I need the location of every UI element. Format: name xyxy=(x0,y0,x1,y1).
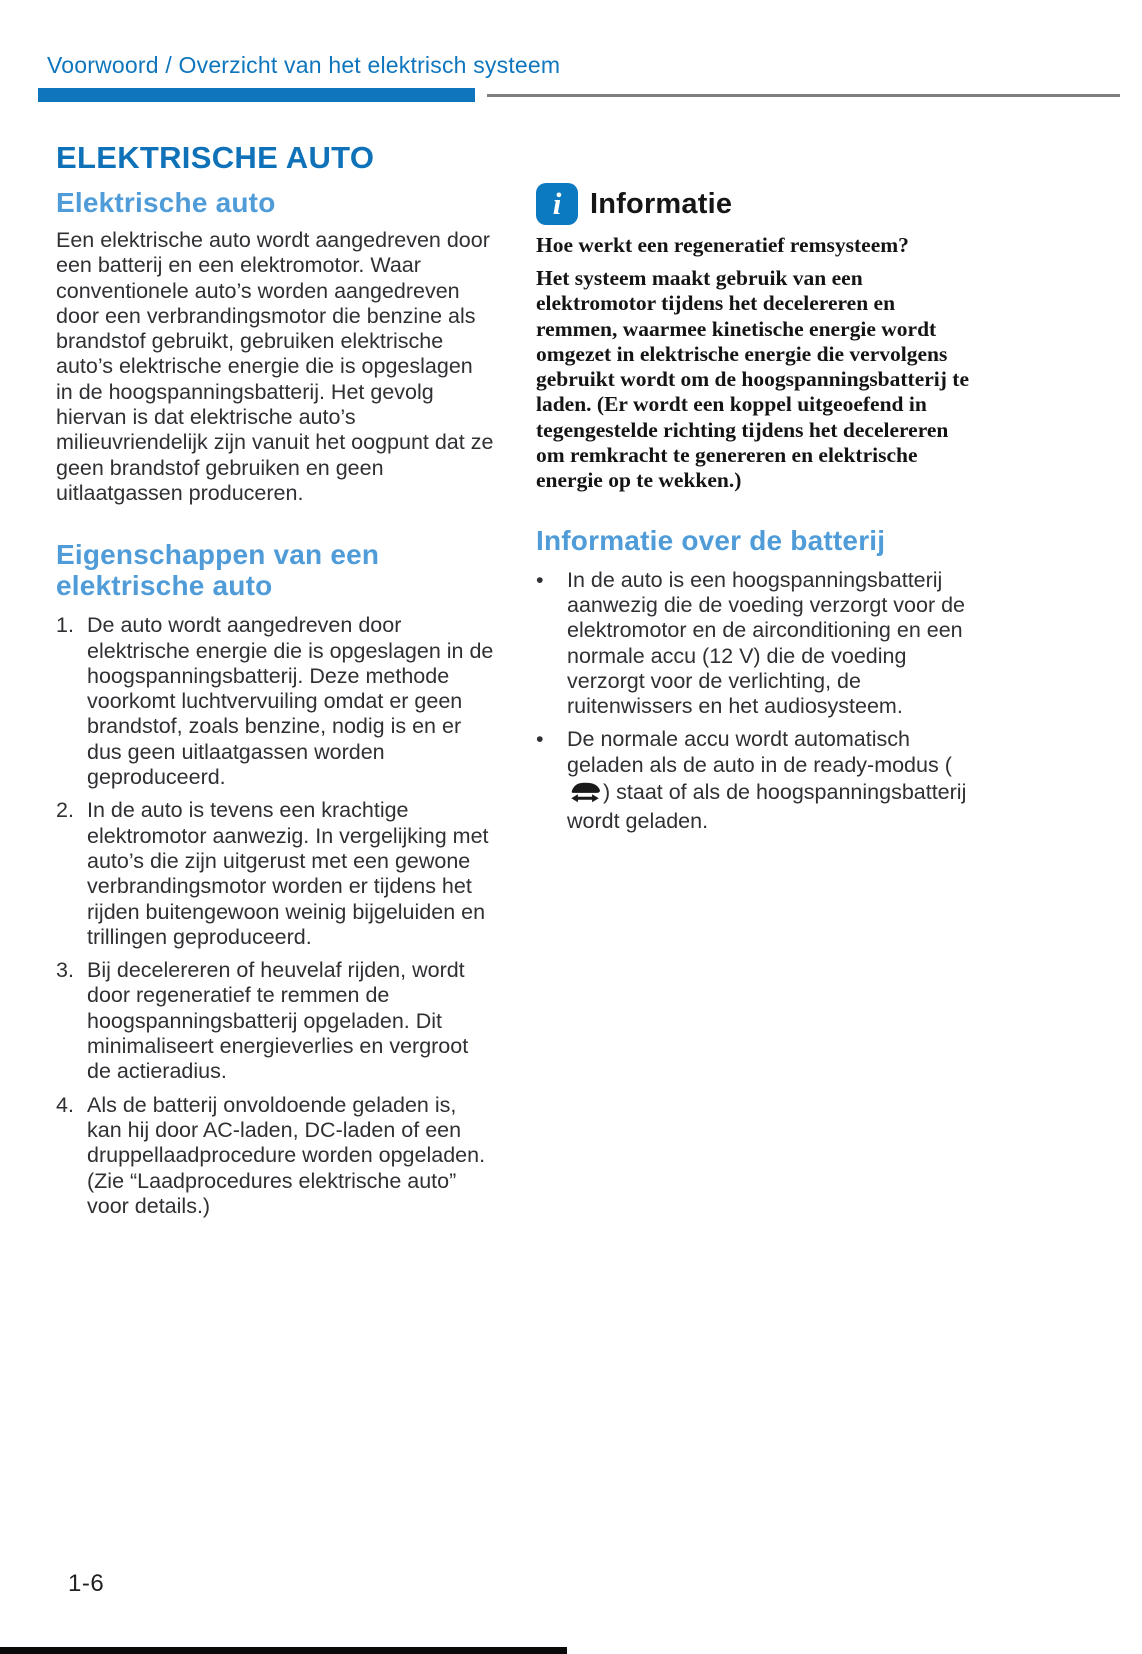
list-number: 3. xyxy=(56,958,74,983)
intro-paragraph: Een elektrische auto wordt aangedreven door een batterij en een elektromotor. Waar conventionele auto’s worden aangedreven door een verbrandingsmotor die benzine als brandstof gebruikt, gebruiken elektrische auto’s elektrische energie die is opgeslagen in de hoogspanningsbatterij. Het gevolg hiervan is dat elektrische auto’s milieuvriendelijk zijn vanuit het oogpunt dat ze geen brandstof gebruiken en geen uitlaatgassen produceren. xyxy=(56,228,494,505)
info-question: Hoe werkt een regeneratief remsysteem? xyxy=(536,233,909,257)
section-heading-batterij: Informatie over de batterij xyxy=(536,524,886,556)
list-number: 1. xyxy=(56,613,74,638)
list-number: 4. xyxy=(56,1092,74,1117)
list-item-text-pre: De normale accu wordt automatisch geladen als de auto in de ready-modus ( xyxy=(567,727,952,777)
bullet-marker: • xyxy=(536,727,544,752)
numbered-list xyxy=(56,613,494,1219)
list-item-text: Als de batterij onvoldoende geladen is, kan hij door AC-laden, DC-laden of een druppellaadprocedure worden opgeladen. (Zie “Laadprocedures elektrische auto” voor details.) xyxy=(87,1092,486,1218)
footer-bar xyxy=(0,1647,567,1654)
ready-mode-car-icon xyxy=(568,778,602,809)
list-item xyxy=(536,568,981,720)
info-box-title: Informatie xyxy=(590,187,733,220)
list-number: 2. xyxy=(56,798,74,823)
list-item-text: Bij decelereren of heuvelaf rijden, wordt door regeneratief te remmen de hoogspanningsbatterij opgeladen. Dit minimaliseert energieverlies en vergroot de actieradius. xyxy=(87,958,469,1084)
bullet-list xyxy=(536,568,981,835)
header-accent-bar xyxy=(38,88,475,102)
list-item-text: In de auto is een hoogspanningsbatterij aanwezig die de voeding verzorgt voor de elektromotor en de airconditioning en een normale accu (12 V) die de voeding verzorgt voor de verlichting, de ruitenwissers en het audiosysteem. xyxy=(567,567,966,719)
page-title: ELEKTRISCHE AUTO xyxy=(56,140,375,175)
left-column xyxy=(56,187,494,1227)
info-paragraph: Het systeem maakt gebruik van een elektromotor tijdens het decelereren en remmen, waarmee kinetische energie wordt omgezet in elektrische energie die vervolgens gebruikt wordt om de hoogspanningsbatterij te laden. (Er wordt een koppel uitgeoefend in tegengestelde richting tijdens het decelereren om remkracht te genereren en elektrische energie op te wekken.) xyxy=(536,266,970,493)
info-icon: i xyxy=(536,183,578,225)
info-box-header xyxy=(536,183,981,225)
right-column xyxy=(536,183,981,843)
list-item-text xyxy=(567,727,981,834)
breadcrumb: Voorwoord / Overzicht van het elektrisch systeem xyxy=(47,52,561,78)
list-item-text-post: ) staat of als de hoogspanningsbatterij wordt geladen. xyxy=(567,780,967,834)
section-heading-eigenschappen: Eigenschappen van een elektrische auto xyxy=(56,539,380,602)
list-item xyxy=(56,798,494,950)
list-item xyxy=(56,1093,494,1219)
list-item-text: De auto wordt aangedreven door elektrische energie die is opgeslagen in de hoogspanningsbatterij. Deze methode voorkomt luchtvervuiling omdat er geen brandstof, zoals benzine, nodig is en er dus geen uitlaatgassen worden geproduceerd. xyxy=(87,613,494,790)
list-item-text: In de auto is tevens een krachtige elektromotor aanwezig. In vergelijking met auto’s die zijn uitgerust met een gewone verbrandingsmotor worden er tijdens het rijden buitengewoon weinig bijgeluiden en trillingen geproduceerd. xyxy=(87,798,489,949)
section-heading-elektrische-auto: Elektrische auto xyxy=(56,187,276,218)
list-item xyxy=(56,613,494,790)
page-number: 1-6 xyxy=(68,1570,105,1597)
list-item xyxy=(536,727,981,834)
list-item xyxy=(56,958,494,1084)
header-divider-line xyxy=(487,94,1120,97)
bullet-marker: • xyxy=(536,567,544,592)
